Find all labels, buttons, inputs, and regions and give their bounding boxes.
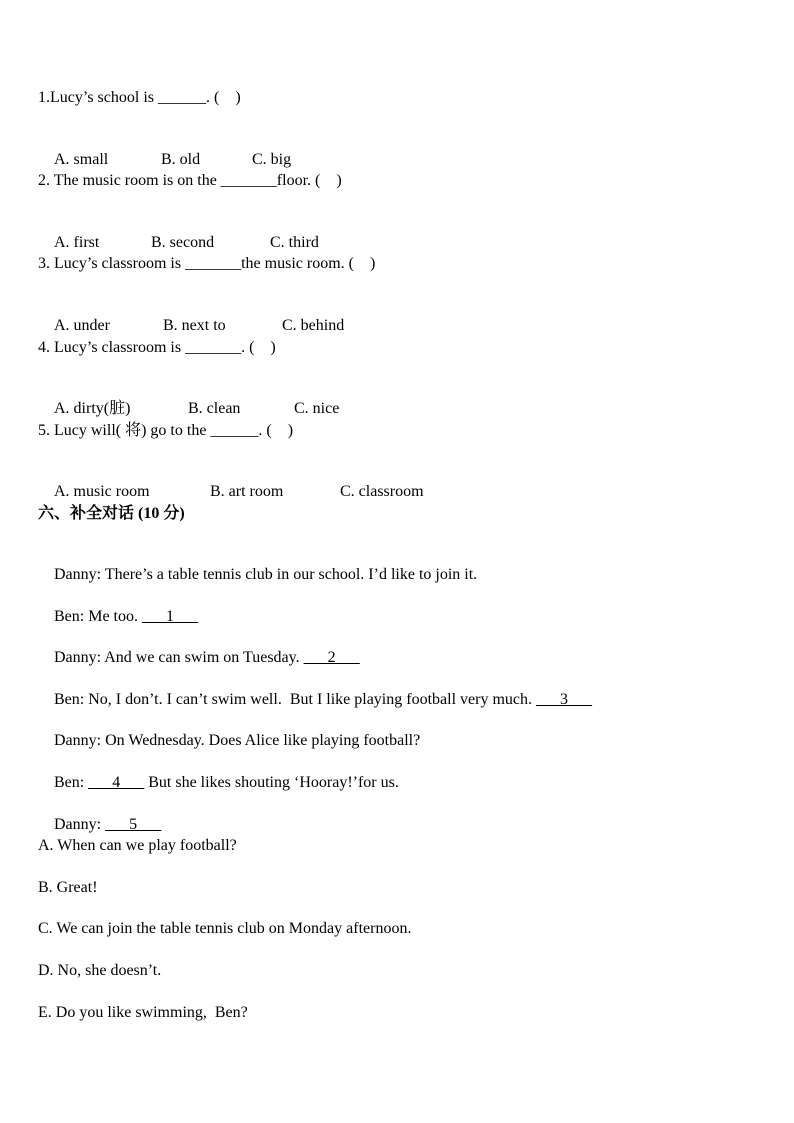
q1-option-a: A. small xyxy=(54,151,109,168)
section-6-heading: 六、补全对话 (10 分) xyxy=(38,505,185,522)
choice-c: C. We can join the table tennis club on Monday afternoon. xyxy=(38,920,412,937)
q3-option-c: C. behind xyxy=(282,317,345,334)
q5-option-b: B. art room xyxy=(210,483,284,500)
choice-a: A. When can we play football? xyxy=(38,837,237,854)
q3-option-b: B. next to xyxy=(163,317,226,334)
answer-blank-5: ___5___ xyxy=(105,816,162,833)
answer-blank-1: ___1___ xyxy=(142,608,198,625)
question-5-stem: 5. Lucy will( 将) go to the ______. ( ) xyxy=(38,422,294,439)
q1-option-c: C. big xyxy=(252,151,292,168)
q5-option-a: A. music room xyxy=(54,483,150,500)
q4-option-a: A. dirty(脏) xyxy=(54,400,131,417)
q5-option-c: C. classroom xyxy=(340,483,424,500)
choice-e: E. Do you like swimming, Ben? xyxy=(38,1004,248,1021)
answer-blank-4: ___4___ xyxy=(88,774,145,791)
dialogue-text: Danny: And we can swim on Tuesday. xyxy=(54,649,304,666)
answer-blank-3: ___3___ xyxy=(536,691,592,708)
q4-option-b: B. clean xyxy=(188,400,241,417)
dialogue-text: Danny: On Wednesday. Does Alice like playing football? xyxy=(54,732,421,749)
q1-option-b: B. old xyxy=(161,151,201,168)
dialogue-text: Danny: xyxy=(54,816,106,833)
choice-b: B. Great! xyxy=(38,879,98,896)
dialogue-text: Ben: xyxy=(54,774,89,791)
q3-option-a: A. under xyxy=(54,317,110,334)
dialogue-text: Ben: No, I don’t. I can’t swim well. But I like playing football very much. xyxy=(54,691,536,708)
choice-d: D. No, she doesn’t. xyxy=(38,962,162,979)
question-4-stem: 4. Lucy’s classroom is _______. ( ) xyxy=(38,339,276,356)
dialogue-text: Danny: There’s a table tennis club in our school. I’d like to join it. xyxy=(54,566,478,583)
question-1-stem: 1.Lucy’s school is ______. ( ) xyxy=(38,89,241,106)
q2-option-a: A. first xyxy=(54,234,100,251)
question-2-stem: 2. The music room is on the _______floor. ( ) xyxy=(38,172,342,189)
dialogue-text: Ben: Me too. xyxy=(54,608,142,625)
q2-option-c: C. third xyxy=(270,234,319,251)
question-3-stem: 3. Lucy’s classroom is _______the music room. ( ) xyxy=(38,255,376,272)
q4-option-c: C. nice xyxy=(294,400,340,417)
dialogue-text-after: But she likes shouting ‘Hooray!’for us. xyxy=(144,774,399,791)
answer-blank-2: ___2___ xyxy=(303,649,360,666)
q2-option-b: B. second xyxy=(151,234,215,251)
